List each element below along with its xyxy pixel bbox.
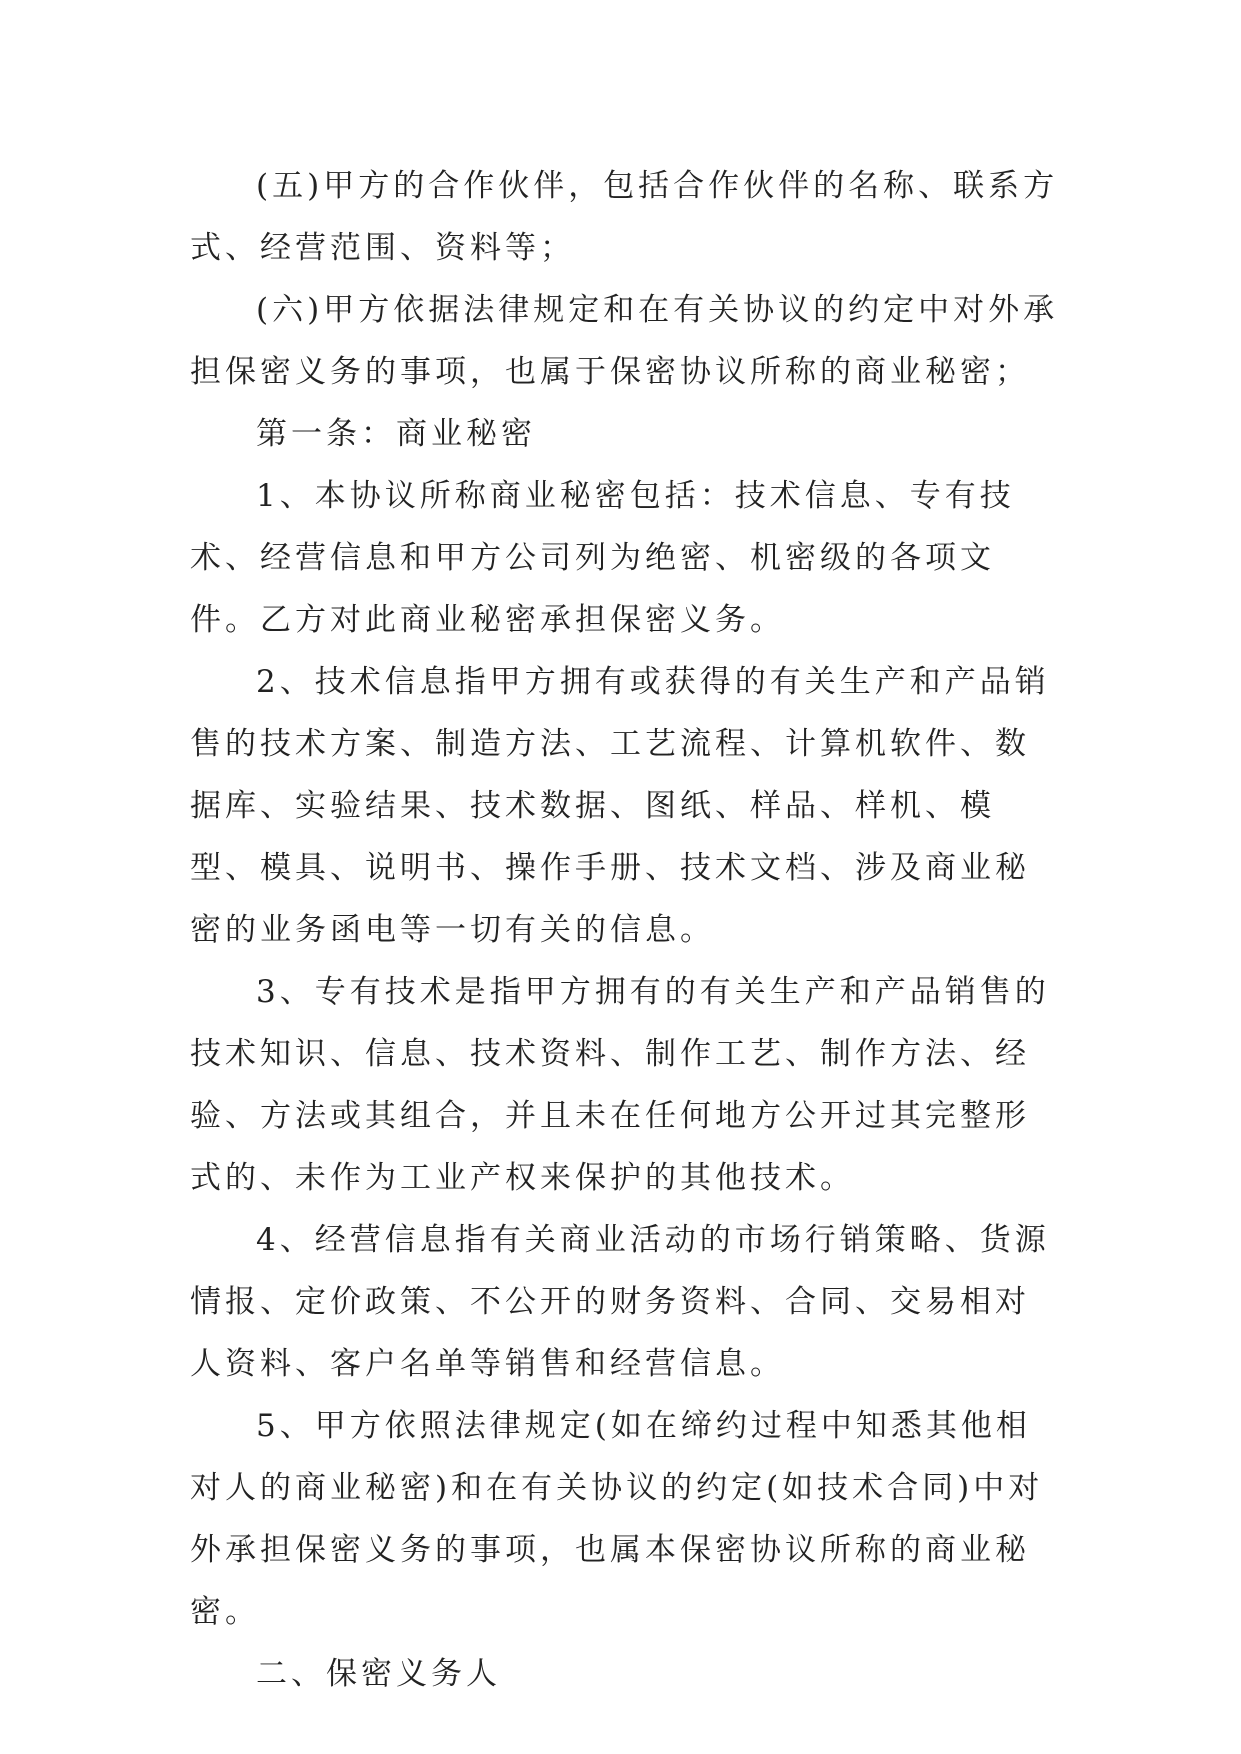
clause-5-legal-secrets: 5、甲方依照法律规定(如在缔约过程中知悉其他相对人的商业秘密)和在有关协议的约定(如技术合同)中对外承担保密义务的事项，也属本保密协议所称的商业秘密。 bbox=[190, 1408, 1044, 1630]
document-body bbox=[190, 155, 1060, 1705]
clause-3-know-how: 3、专有技术是指甲方拥有的有关生产和产品销售的技术知识、信息、技术资料、制作工艺、制作方法、经验、方法或其组合，并且未在任何地方公开过其完整形式的、未作为工业产权来保护的其他技术。 bbox=[190, 974, 1050, 1196]
paragraph-partners: (五)甲方的合作伙伴，包括合作伙伴的名称、联系方式、经营范围、资料等； bbox=[190, 168, 1059, 266]
clause-4-business-info: 4、经营信息指有关商业活动的市场行销策略、货源情报、定价政策、不公开的财务资料、合同、交易相对人资料、客户名单等销售和经营信息。 bbox=[190, 1222, 1050, 1382]
clause-2-technical-info: 2、技术信息指甲方拥有或获得的有关生产和产品销售的技术方案、制造方法、工艺流程、计算机软件、数据库、实验结果、技术数据、图纸、样品、样机、模型、模具、说明书、操作手册、技术文档、涉及商业秘密的业务函电等一切有关的信息。 bbox=[190, 664, 1050, 948]
clause-1-definition: 1、本协议所称商业秘密包括：技术信息、专有技术、经营信息和甲方公司列为绝密、机密级的各项文件。乙方对此商业秘密承担保密义务。 bbox=[190, 478, 1015, 638]
paragraph-legal-obligations: (六)甲方依据法律规定和在有关协议的约定中对外承担保密义务的事项，也属于保密协议所称的商业秘密； bbox=[190, 292, 1059, 390]
section-heading-trade-secrets: 第一条：商业秘密 bbox=[256, 416, 536, 452]
section-heading-obligors: 二、保密义务人 bbox=[256, 1656, 501, 1692]
